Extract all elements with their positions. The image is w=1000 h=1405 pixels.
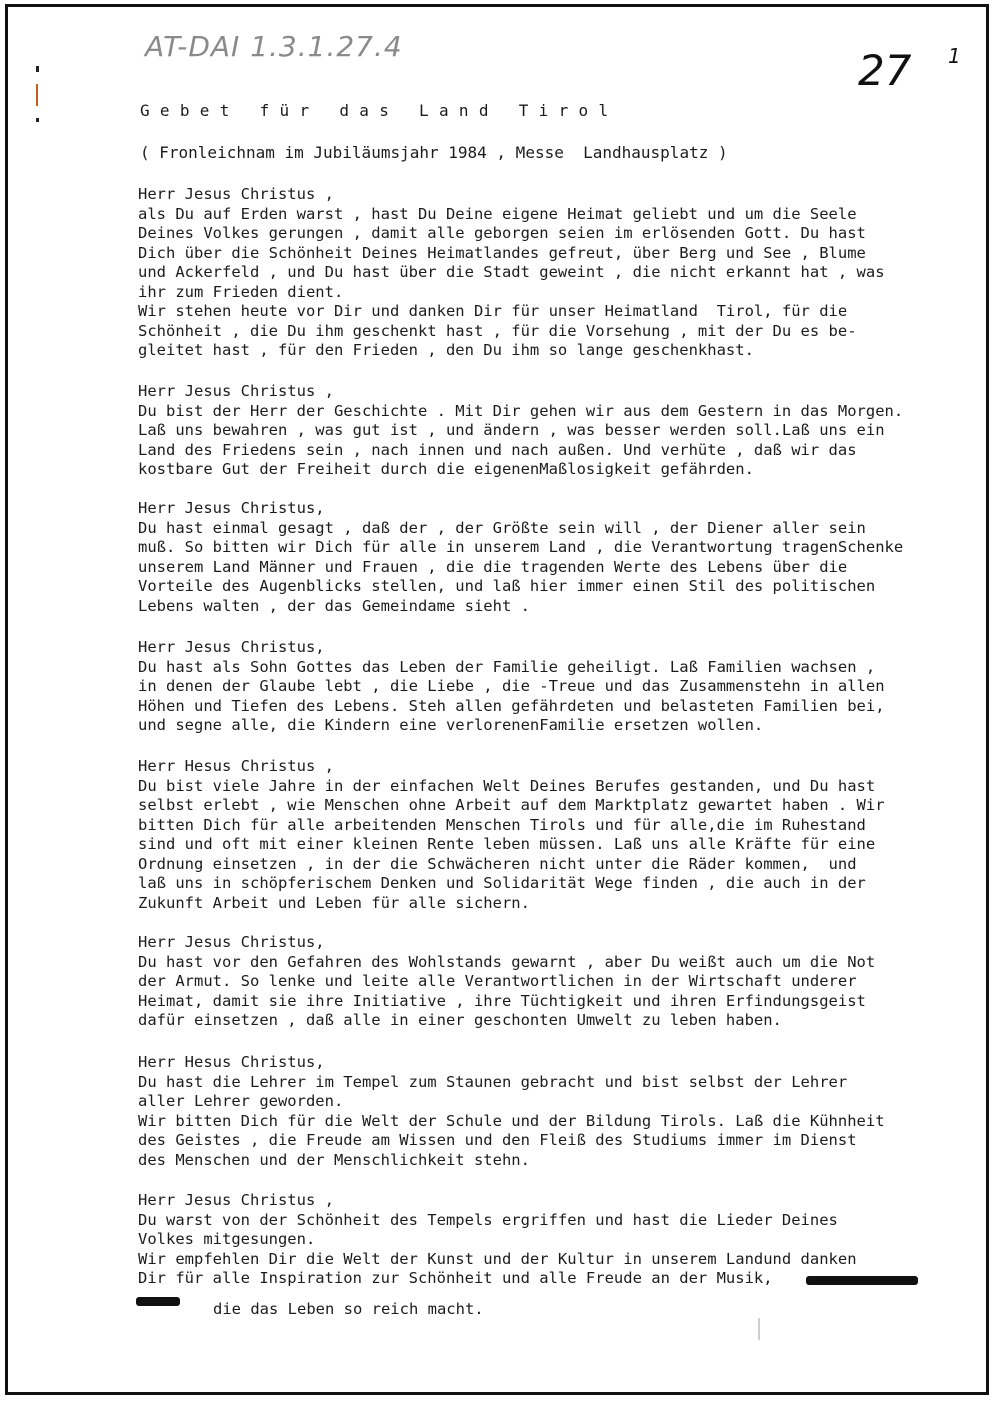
text-line: Schönheit , die Du ihm geschenkt hast , für die Vorsehung , mit der Du es be-: [138, 321, 857, 340]
text-line: Herr Jesus Christus ,: [138, 1191, 334, 1209]
text-line: Du warst von der Schönheit des Tempels ergriffen und hast die Lieder Deines: [138, 1210, 838, 1229]
text-line: Du hast als Sohn Gottes das Leben der Familie geheiligt. Laß Familien wachsen ,: [138, 657, 876, 676]
prayer-section: [138, 382, 948, 480]
page-number-superscript: 1: [948, 44, 961, 68]
redaction-bar: [136, 1297, 180, 1306]
text-line: Herr Jesus Christus ,: [138, 382, 334, 400]
text-line: gleitet hast , für den Frieden , den Du ihm so lange geschenkhast.: [138, 341, 754, 359]
text-line: Wir bitten Dich für die Welt der Schule und der Bildung Tirols. Laß die Kühnheit: [138, 1111, 885, 1130]
text-line: unserem Land Männer und Frauen , die die tragenden Werte des Lebens über die: [138, 557, 848, 576]
prayer-section: [138, 1053, 948, 1170]
text-line: des Menschen und der Menschlichkeit stehn.: [138, 1150, 530, 1169]
margin-mark-red: [36, 84, 38, 106]
text-line: Du bist der Herr der Geschichte . Mit Dir gehen wir aus dem Gestern in das Morgen.: [138, 401, 904, 420]
text-line: Du hast vor den Gefahren des Wohlstands gewarnt , aber Du weißt auch um die Not: [138, 952, 876, 971]
text-line: Laß uns bewahren , was gut ist , und ändern , was besser werden soll.Laß uns ein: [138, 421, 885, 439]
text-line: Heimat, damit sie ihre Initiative , ihre Tüchtigkeit und ihren Erfindungsgeist: [138, 991, 866, 1010]
text-line: in denen der Glaube lebt , die Liebe , die -Treue und das Zusammenstehn in allen: [138, 677, 885, 695]
text-line: muß. So bitten wir Dich für alle in unserem Land , die Verantwortung tragenSchenke: [138, 538, 904, 556]
text-line: dafür einsetzen , daß alle in einer geschonten Umwelt zu leben haben.: [138, 1011, 782, 1029]
text-line: Herr Hesus Christus,: [138, 1053, 325, 1071]
prayer-section: [138, 185, 948, 361]
text-line: aller Lehrer geworden.: [138, 1092, 344, 1110]
text-line: Wir stehen heute vor Dir und danken Dir für unser Heimatland Tirol, für die: [138, 302, 848, 320]
text-line: der Armut. So lenke und leite alle Verantwortlichen in der Wirtschaft underer: [138, 972, 857, 990]
text-line: und Ackerfeld , und Du hast über die Stadt geweint , die nicht erkannt hat , was: [138, 263, 885, 281]
redaction-bar: [806, 1276, 918, 1285]
text-line: kostbare Gut der Freiheit durch die eigenenMaßlosigkeit gefährden.: [138, 460, 754, 478]
margin-mark: [36, 66, 39, 72]
prayer-section: [138, 757, 948, 913]
text-line: Volkes mitgesungen.: [138, 1230, 316, 1248]
text-line: Herr Jesus Christus,: [138, 499, 325, 517]
text-line: und segne alle, die Kindern eine verlorenenFamilie ersetzen wollen.: [138, 716, 764, 734]
text-line: Deines Volkes gerungen , damit alle geborgen seien im erlösenden Gott. Du hast: [138, 224, 866, 242]
text-line: Land des Friedens sein , nach innen und nach außen. Und verhüte , daß wir das: [138, 440, 857, 459]
margin-mark: [36, 118, 39, 122]
page-number: 27: [858, 46, 912, 95]
text-line: als Du auf Erden warst , hast Du Deine eigene Heimat geliebt und um die Seele: [138, 204, 857, 223]
text-line: Du hast einmal gesagt , daß der , der Größte sein will , der Diener aller sein: [138, 518, 866, 537]
text-line: Ordnung einsetzen , in der die Schwächeren nicht unter die Räder kommen, und: [138, 854, 857, 873]
text-line: Lebens walten , der das Gemeindame sieht .: [138, 596, 530, 615]
text-line: Vorteile des Augenblicks stellen, und laß hier immer einen Stil des politischen: [138, 577, 876, 595]
closing-line: die das Leben so reich macht.: [213, 1300, 484, 1318]
text-line: Herr Jesus Christus,: [138, 933, 325, 951]
text-line: Du hast die Lehrer im Tempel zum Staunen gebracht und bist selbst der Lehrer: [138, 1072, 848, 1091]
text-line: Höhen und Tiefen des Lebens. Steh allen gefährdeten und belasteten Familien bei,: [138, 696, 885, 715]
document-title: Gebet für das Land Tirol: [140, 101, 619, 120]
prayer-section: [138, 638, 948, 736]
text-line: Herr Hesus Christus ,: [138, 757, 334, 775]
text-line: Zukunft Arbeit und Leben für alle sichern.: [138, 893, 530, 912]
document-subtitle: ( Fronleichnam im Jubiläumsjahr 1984 , Messe Landhausplatz ): [140, 143, 728, 162]
text-line: Herr Jesus Christus,: [138, 638, 325, 656]
text-line: Dich über die Schönheit Deines Heimatlandes gefreut, über Berg und See , Blume: [138, 243, 866, 262]
text-line: laß uns in schöpferischem Denken und Solidarität Wege finden , die auch in der: [138, 874, 866, 892]
text-line: Du bist viele Jahre in der einfachen Welt Deines Berufes gestanden, und Du hast: [138, 776, 876, 795]
text-line: Dir für alle Inspiration zur Schönheit und alle Freude an der Musik,: [138, 1269, 773, 1287]
prayer-section: [138, 499, 948, 616]
margin-mark: [758, 1318, 760, 1340]
prayer-section: [138, 933, 948, 1031]
text-line: Herr Jesus Christus ,: [138, 185, 334, 203]
archive-signature: AT-DAI 1.3.1.27.4: [145, 30, 403, 63]
text-line: Wir empfehlen Dir die Welt der Kunst und der Kultur in unserem Landund danken: [138, 1249, 857, 1268]
text-line: des Geistes , die Freude am Wissen und den Fleiß des Studiums immer im Dienst: [138, 1131, 857, 1149]
text-line: ihr zum Frieden dient.: [138, 282, 344, 301]
text-line: selbst erlebt , wie Menschen ohne Arbeit auf dem Marktplatz gewartet haben . Wir: [138, 796, 885, 814]
text-line: bitten Dich für alle arbeitenden Menschen Tirols und für alle,die im Ruhestand: [138, 815, 866, 834]
prayer-section: [138, 1191, 948, 1289]
text-line: sind und oft mit einer kleinen Rente leben müssen. Laß uns alle Kräfte für eine: [138, 835, 876, 853]
